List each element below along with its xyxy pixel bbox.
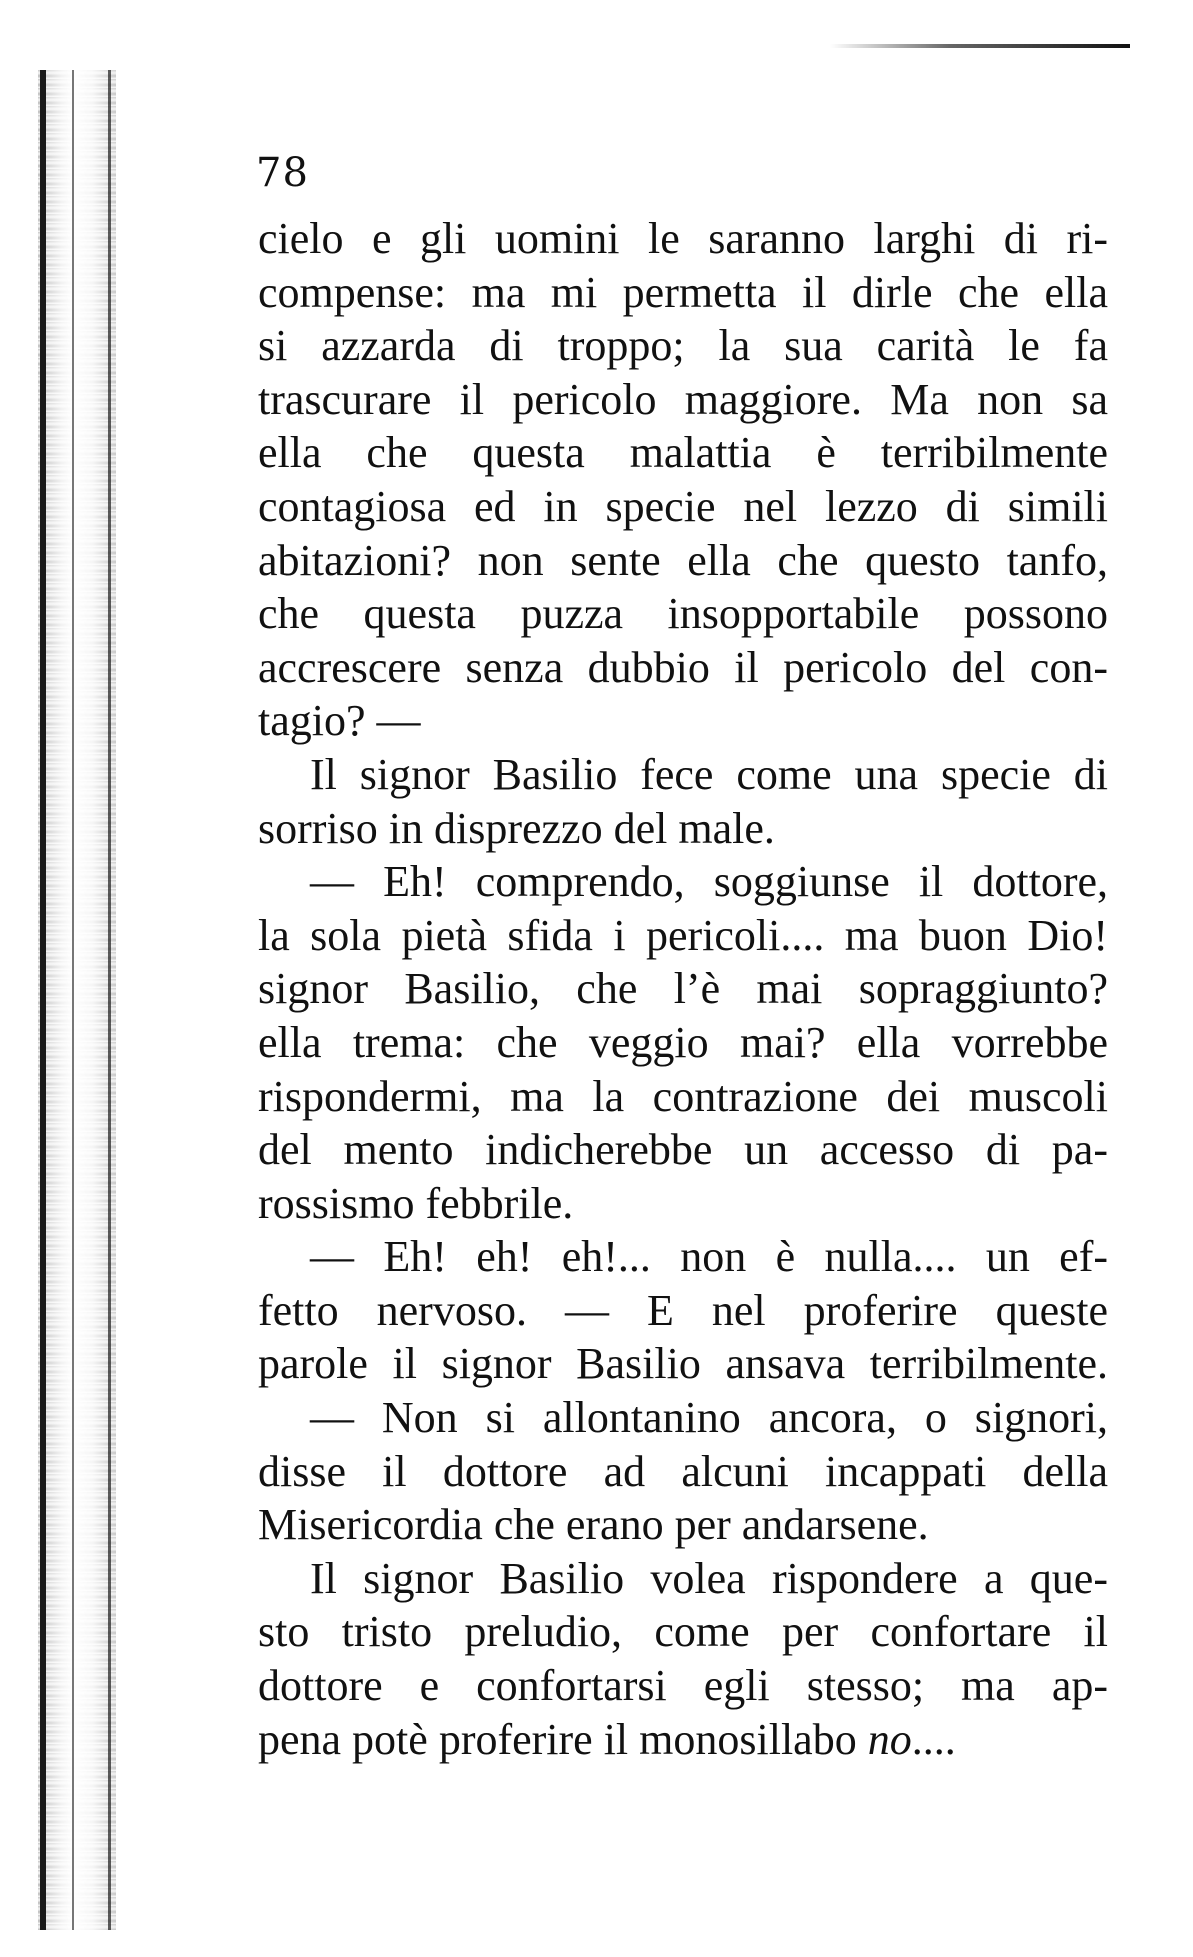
final-ellipsis: .... — [911, 1714, 956, 1764]
binding-gutter — [38, 70, 116, 1930]
text-line: ella che questa malattia è terribilmente — [258, 428, 1108, 478]
text-line: ella trema: che veggio mai? ella vorrebbe — [258, 1017, 1108, 1067]
text-line: la sola pietà sfida i pericoli.... ma buon Dio! — [258, 910, 1108, 960]
text-line: trascurare il pericolo maggiore. Ma non sa — [258, 374, 1108, 424]
top-edge-mark — [830, 44, 1130, 48]
text-line: si azzarda di troppo; la sua carità le fa — [258, 321, 1108, 371]
text-line: sto tristo preludio, come per confortare il — [258, 1607, 1108, 1657]
text-line: parole il signor Basilio ansava terribilmente. — [258, 1339, 1108, 1389]
text-line: cielo e gli uomini le saranno larghi di ri- — [258, 214, 1108, 263]
text-line: Il signor Basilio fece come una specie di — [310, 749, 1108, 799]
text-line: sorriso in disprezzo del male. — [258, 803, 775, 853]
text-line: accrescere senza dubbio il pericolo del con- — [258, 642, 1108, 692]
text-line: fetto nervoso. — E nel proferire queste — [258, 1285, 1108, 1335]
text-line: rossismo febbrile. — [258, 1178, 574, 1228]
text-line: — Eh! eh! eh!... non è nulla.... un ef- — [310, 1232, 1108, 1282]
text-line: — Non si allontanino ancora, o signori, — [310, 1393, 1108, 1443]
text-line: che questa puzza insopportabile possono — [258, 589, 1108, 639]
text-line: del mento indicherebbe un accesso di pa- — [258, 1125, 1108, 1175]
text-line: tagio? — — [258, 696, 421, 746]
body-text — [258, 212, 1108, 1766]
text-line: compense: ma mi permetta il dirle che ella — [258, 267, 1108, 317]
text-line: contagiosa ed in specie nel lezzo di simili — [258, 481, 1108, 531]
text-line: Il signor Basilio volea rispondere a que- — [310, 1553, 1108, 1603]
text-line: disse il dottore ad alcuni incappati della — [258, 1446, 1108, 1496]
text-line: dottore e confortarsi egli stesso; ma ap- — [258, 1661, 1108, 1711]
text-line: Misericordia che erano per andarsene. — [258, 1500, 929, 1550]
page-number: 78 — [256, 150, 309, 196]
italic-word: no — [867, 1714, 912, 1764]
gutter-edge-line — [40, 70, 46, 1930]
text-line: signor Basilio, che l’è mai sopraggiunto? — [258, 964, 1108, 1014]
text-line: rispondermi, ma la contrazione dei muscoli — [258, 1071, 1108, 1121]
text-line: abitazioni? non sente ella che questo tanfo, — [258, 535, 1108, 585]
final-line-text: pena potè proferire il monosillabo — [258, 1714, 868, 1764]
text-line: — Eh! comprendo, soggiunse il dottore, — [310, 857, 1108, 907]
gutter-inner-line — [72, 70, 74, 1930]
text-line-final — [258, 1713, 1108, 1767]
gutter-fold-line — [108, 70, 111, 1930]
